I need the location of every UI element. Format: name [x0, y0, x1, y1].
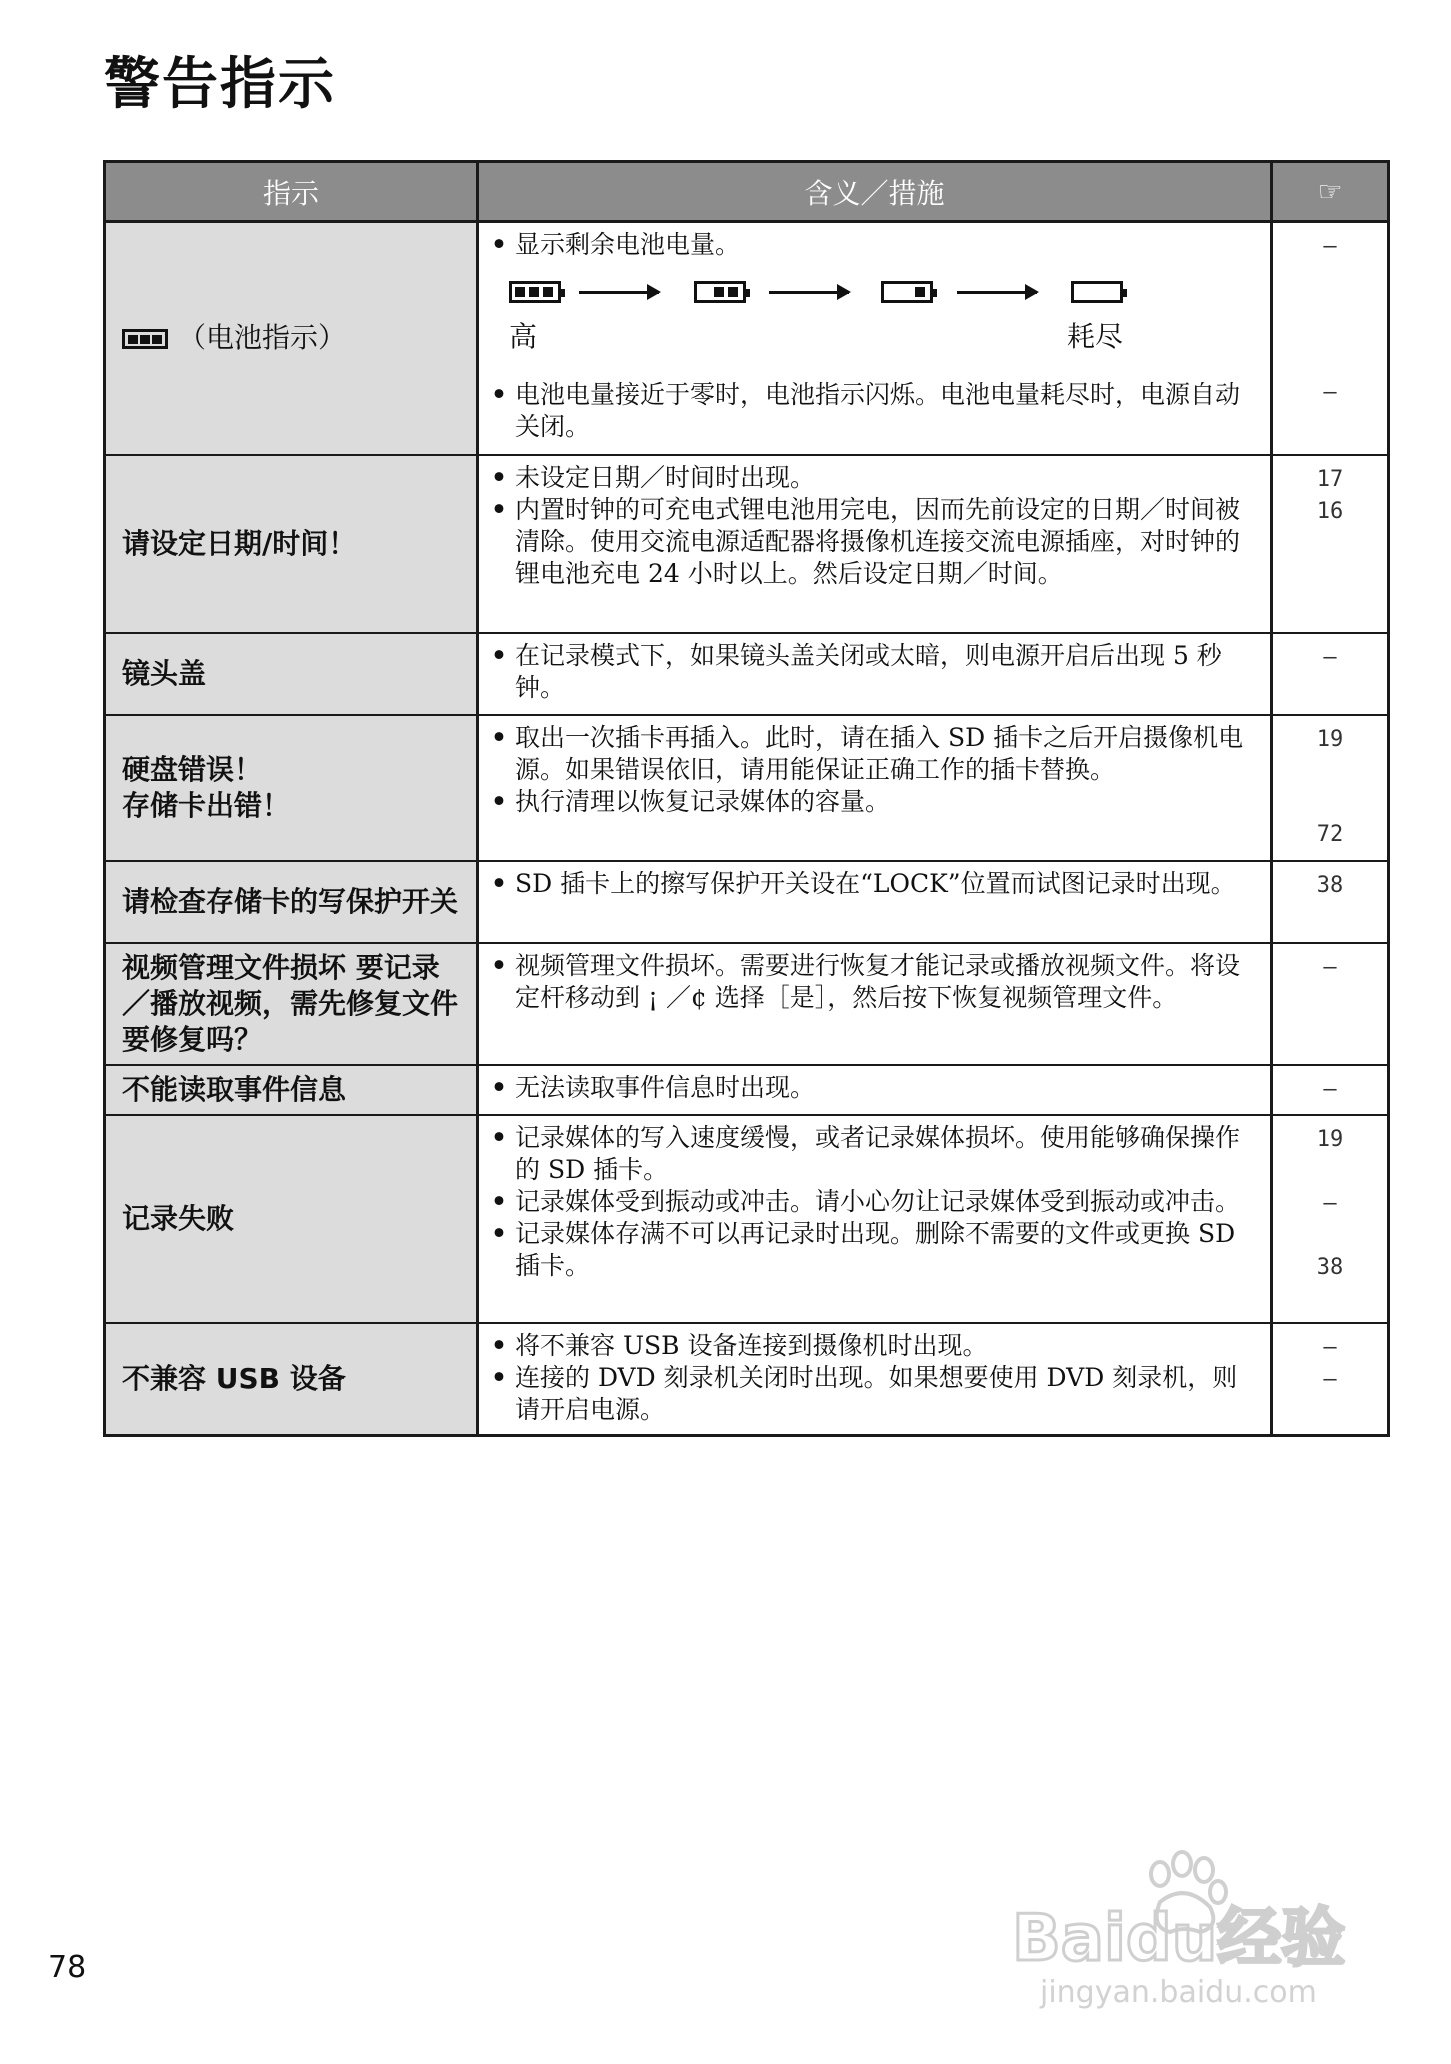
- page-reference: –: [1323, 234, 1337, 259]
- page-reference: –: [1323, 1076, 1337, 1102]
- page-reference: 17: [1316, 466, 1344, 492]
- indicator-cell: 请检查存储卡的写保护开关: [105, 861, 478, 943]
- reference-cell: [1272, 633, 1389, 715]
- meaning-cell: [478, 1115, 1272, 1323]
- reference-cell: [1272, 943, 1389, 1065]
- indicator-cell: 不能读取事件信息: [105, 1065, 478, 1115]
- page-reference: –: [1323, 1334, 1337, 1360]
- meaning-cell: [478, 943, 1272, 1065]
- reference-cell: [1272, 715, 1389, 861]
- meaning-cell: [478, 1323, 1272, 1436]
- list-item: • 内置时钟的可充电式锂电池用完电，因而先前设定的日期／时间被清除。使用交流电源适配器将摄像机连接交流电源插座，对时钟的锂电池充电 24 小时以上。然后设定日期／时间。: [489, 494, 1260, 590]
- meaning-cell: [478, 715, 1272, 861]
- table-row: [105, 455, 1389, 633]
- list-item: • 记录媒体受到振动或冲击。请小心勿让记录媒体受到振动或冲击。: [489, 1186, 1260, 1218]
- meaning-cell: [478, 861, 1272, 943]
- list-item: • 记录媒体的写入速度缓慢，或者记录媒体损坏。使用能够确保操作的 SD 插卡。: [489, 1122, 1260, 1186]
- page-reference: 19: [1316, 726, 1344, 752]
- table-row: [105, 222, 1389, 455]
- table-row: [105, 1323, 1389, 1436]
- list-item: • 记录媒体存满不可以再记录时出现。删除不需要的文件或更换 SD 插卡。: [489, 1218, 1260, 1282]
- battery-empty-label: 耗尽: [1067, 320, 1124, 353]
- list-item: • 未设定日期／时间时出现。: [489, 462, 1260, 494]
- battery-full-icon: [509, 281, 561, 303]
- battery-empty-icon: [1071, 281, 1123, 303]
- table-header-row: [105, 162, 1389, 222]
- list-item: • 取出一次插卡再插入。此时，请在插入 SD 插卡之后开启摄像机电源。如果错误依旧，请用能保证正确工作的插卡替换。: [489, 722, 1260, 786]
- indicator-cell: 不兼容 USB 设备: [105, 1323, 478, 1436]
- page-reference: 16: [1316, 498, 1344, 524]
- list-item: • 显示剩余电池电量。: [489, 229, 1260, 261]
- list-item: • 电池电量接近于零时，电池指示闪烁。电池电量耗尽时，电源自动关闭。: [489, 379, 1260, 443]
- list-item: • 将不兼容 USB 设备连接到摄像机时出现。: [489, 1330, 1260, 1362]
- list-item: • 连接的 DVD 刻录机关闭时出现。如果想要使用 DVD 刻录机，则请开启电源。: [489, 1362, 1260, 1426]
- page-title: 警告指示: [104, 52, 336, 117]
- list-item: • 无法读取事件信息时出现。: [489, 1072, 1260, 1104]
- meaning-cell: [478, 222, 1272, 455]
- header-reference-icon: ☞: [1272, 162, 1389, 222]
- page-reference: –: [1323, 380, 1337, 405]
- warning-table: [103, 160, 1390, 1437]
- table-row: [105, 943, 1389, 1065]
- battery-one-third-icon: [881, 281, 933, 303]
- reference-cell: [1272, 222, 1389, 455]
- indicator-cell: [105, 222, 478, 455]
- page-number: 78: [48, 1950, 87, 1985]
- watermark-url: jingyan.baidu.com: [1040, 1975, 1317, 2010]
- header-indicator: 指示: [105, 162, 478, 222]
- battery-full-icon: [122, 329, 168, 349]
- battery-high-label: 高: [509, 320, 538, 353]
- page-reference: 38: [1316, 872, 1344, 898]
- watermark-brand: Baidu经验: [1012, 1902, 1346, 1976]
- reference-cell: [1272, 861, 1389, 943]
- page-reference: 72: [1316, 821, 1344, 847]
- battery-level-diagram: [489, 269, 1260, 369]
- arrow-right-icon: [957, 291, 1037, 294]
- page-reference: –: [1323, 644, 1337, 670]
- indicator-cell: 硬盘错误！ 存储卡出错！: [105, 715, 478, 861]
- arrow-right-icon: [769, 291, 849, 294]
- table-row: [105, 861, 1389, 943]
- indicator-text: （电池指示）: [178, 321, 347, 355]
- table-row: [105, 1115, 1389, 1323]
- page-reference: –: [1323, 1190, 1337, 1216]
- page-reference: –: [1323, 1366, 1337, 1392]
- reference-cell: [1272, 1323, 1389, 1436]
- meaning-cell: [478, 455, 1272, 633]
- page-reference: 38: [1316, 1254, 1344, 1280]
- list-item: • 在记录模式下，如果镜头盖关闭或太暗，则电源开启后出现 5 秒钟。: [489, 640, 1260, 704]
- table-row: [105, 633, 1389, 715]
- reference-cell: [1272, 455, 1389, 633]
- reference-cell: [1272, 1065, 1389, 1115]
- battery-two-thirds-icon: [694, 281, 746, 303]
- header-meaning: 含义／措施: [478, 162, 1272, 222]
- page-reference: –: [1323, 954, 1337, 980]
- list-item: • 视频管理文件损坏。需要进行恢复才能记录或播放视频文件。将设定杆移动到 ¡ ／¢ 选择［是］，然后按下恢复视频管理文件。: [489, 950, 1260, 1014]
- indicator-cell: 视频管理文件损坏 要记录／播放视频，需先修复文件 要修复吗？: [105, 943, 478, 1065]
- reference-cell: [1272, 1115, 1389, 1323]
- arrow-right-icon: [579, 291, 659, 294]
- list-item: • SD 插卡上的擦写保护开关设在“LOCK”位置而试图记录时出现。: [489, 868, 1260, 900]
- meaning-cell: [478, 1065, 1272, 1115]
- table-row: [105, 715, 1389, 861]
- indicator-cell: 记录失败: [105, 1115, 478, 1323]
- indicator-cell: 请设定日期/时间！: [105, 455, 478, 633]
- table-row: [105, 1065, 1389, 1115]
- page-reference: 19: [1316, 1126, 1344, 1152]
- list-item: • 执行清理以恢复记录媒体的容量。: [489, 786, 1260, 818]
- meaning-cell: [478, 633, 1272, 715]
- baidu-jingyan-watermark: [1010, 1840, 1380, 2010]
- indicator-cell: 镜头盖: [105, 633, 478, 715]
